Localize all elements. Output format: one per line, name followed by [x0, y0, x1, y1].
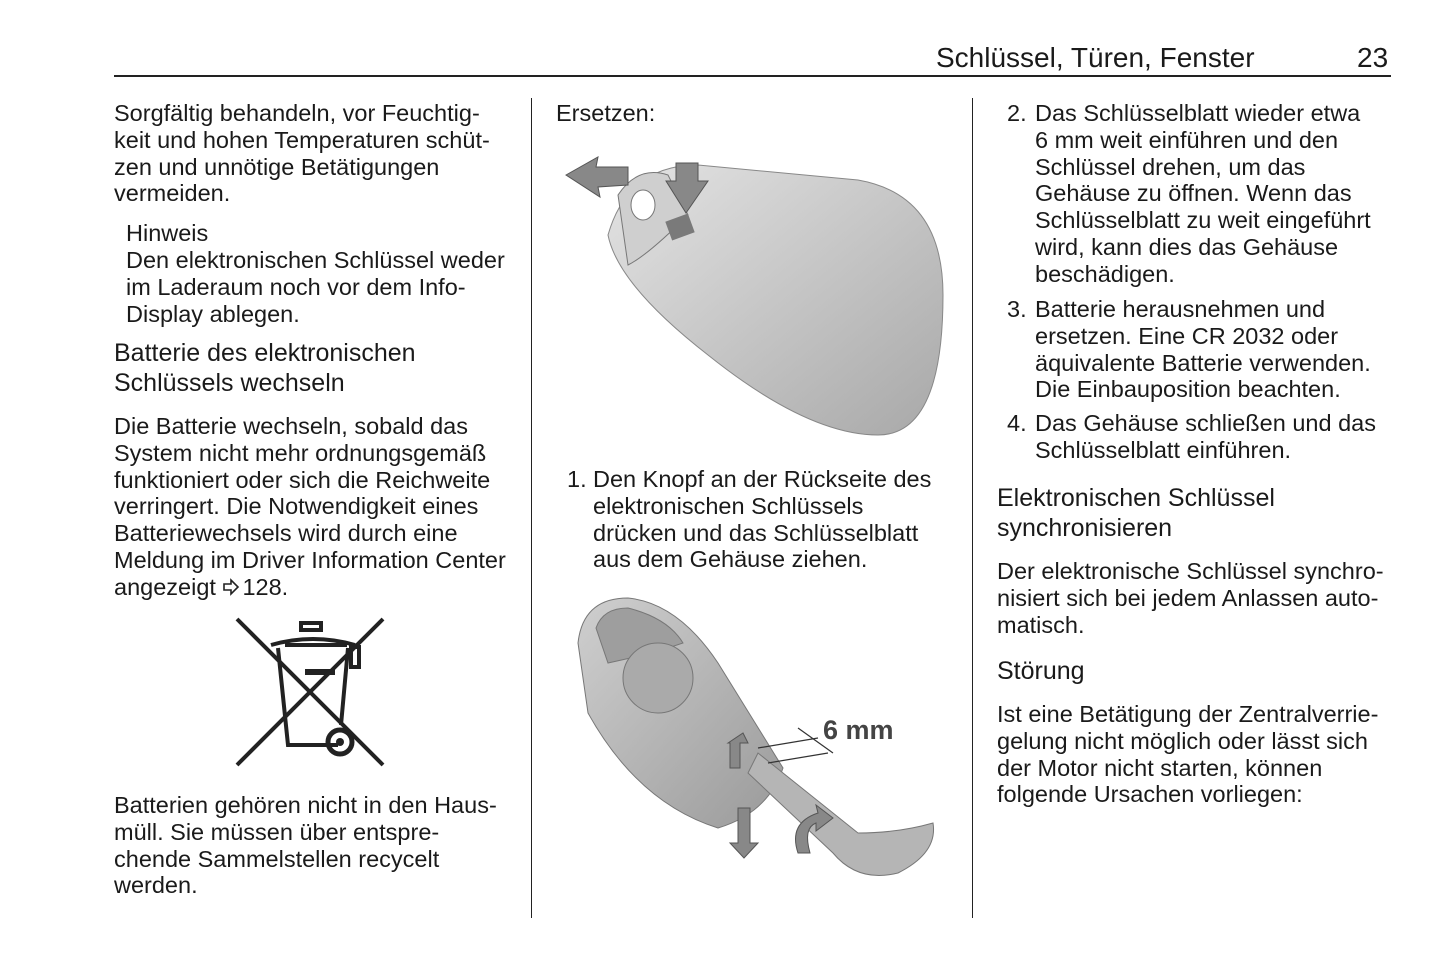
text-line: chende Sammelstellen recycelt: [114, 845, 440, 872]
text-line: Meldung im Driver Information Center: [114, 546, 506, 573]
text-line: ersetzen. Eine CR 2032 oder: [1035, 322, 1339, 349]
page-header-title: Schlüssel, Türen, Fenster: [936, 42, 1255, 73]
section-heading-battery: [114, 339, 416, 398]
key-blade-removal-illustration: [558, 135, 950, 445]
step-text: [1035, 100, 1371, 288]
text-line: Den Knopf an der Rückseite des: [593, 466, 932, 492]
step-number: 1.: [567, 466, 587, 492]
text-line: aus dem Gehäuse ziehen.: [593, 546, 868, 573]
text-line: Schlüsselblatt zu weit eingeführt: [1035, 207, 1371, 234]
text-line: Die Batterie wechseln, sobald das: [114, 413, 469, 439]
text-line: äquivalente Batterie verwenden.: [1035, 349, 1371, 376]
text-line: zen und unnötige Betätigungen: [114, 153, 440, 180]
text-line: Gehäuse zu öffnen. Wenn das: [1035, 180, 1352, 207]
text-line: gelung nicht möglich oder lässt sich: [997, 727, 1368, 754]
text-line: Den elektronischen Schlüssel weder: [126, 247, 505, 273]
note-title: Hinweis: [126, 220, 209, 246]
step-number: 3.: [1007, 296, 1027, 322]
crossed-out-wheelie-bin-icon: [233, 615, 388, 770]
key-blade-insertion-illustration: [558, 583, 950, 897]
text-line: Batterie herausnehmen und: [1035, 296, 1326, 322]
text-line: vermeiden.: [114, 180, 231, 207]
text-line: elektronischen Schlüssels: [593, 492, 864, 519]
note-text: [126, 247, 505, 327]
section-heading-sync: [997, 484, 1275, 543]
step-text: [1035, 410, 1376, 464]
text-line: Elektronischen Schlüssel: [997, 484, 1275, 512]
text-line: der Motor nicht starten, können: [997, 754, 1323, 781]
replace-label: Ersetzen:: [556, 100, 656, 126]
six-mm-label: 6 mm: [823, 715, 894, 745]
text-line: 6 mm weit einführen und den: [1035, 126, 1339, 153]
battery-paragraph-last-line: [114, 574, 288, 603]
text-line: synchronisieren: [997, 513, 1173, 542]
disposal-paragraph: [114, 792, 497, 899]
section-heading-fault: Störung: [997, 657, 1085, 685]
header-rule: [114, 75, 1391, 77]
text-line: Die Einbauposition beachten.: [1035, 376, 1341, 403]
text-line: wird, kann dies das Gehäuse: [1035, 233, 1339, 260]
text-line: funktioniert oder sich die Reichweite: [114, 466, 491, 493]
text-line: Display ablegen.: [126, 300, 300, 327]
text-line: System nicht mehr ordnungsgemäß: [114, 439, 487, 466]
text-line: Das Schlüsselblatt wieder etwa: [1035, 100, 1361, 126]
text-line: nisiert sich bei jedem Anlassen auto-: [997, 584, 1379, 611]
step-text: [593, 466, 931, 573]
battery-paragraph: [114, 413, 506, 574]
page-number: 23: [1357, 42, 1389, 73]
text-line: Schlüsselblatt einführen.: [1035, 436, 1292, 463]
text-line: beschädigen.: [1035, 260, 1175, 287]
last-line-text: angezeigt: [114, 574, 223, 600]
text-line: Das Gehäuse schließen und das: [1035, 410, 1376, 436]
text-line: folgende Ursachen vorliegen:: [997, 781, 1303, 808]
step-number: 4.: [1007, 410, 1027, 436]
text-line: drücken und das Schlüsselblatt: [593, 519, 919, 546]
text-line: Batterie des elektronischen: [114, 339, 416, 367]
step-number: 2.: [1007, 100, 1027, 126]
text-line: matisch.: [997, 611, 1085, 638]
text-line: verringert. Die Notwendigkeit eines: [114, 493, 479, 520]
step-text: [1035, 296, 1371, 403]
sync-paragraph: [997, 558, 1384, 638]
text-line: Schlüssels wechseln: [114, 368, 345, 397]
text-line: müll. Sie müssen über entspre-: [114, 818, 440, 845]
care-paragraph: [114, 100, 490, 207]
fault-paragraph: [997, 701, 1378, 808]
column-divider: [531, 98, 532, 918]
text-line: Batterien gehören nicht in den Haus-: [114, 792, 497, 818]
text-line: keit und hohen Temperaturen schüt-: [114, 126, 490, 153]
text-line: Sorgfältig behandeln, vor Feuchtig-: [114, 100, 480, 126]
page-reference-link[interactable]: 128.: [242, 574, 289, 600]
text-line: Der elektronische Schlüssel synchro-: [997, 558, 1384, 584]
cross-reference-arrow-icon[interactable]: [222, 576, 242, 603]
text-line: Ist eine Betätigung der Zentralverrie-: [997, 701, 1379, 727]
column-divider: [972, 98, 973, 918]
text-line: im Laderaum noch vor dem Info-: [126, 273, 466, 300]
text-line: Batteriewechsels wird durch eine: [114, 520, 458, 547]
text-line: werden.: [114, 872, 198, 899]
text-line: Schlüssel drehen, um das: [1035, 153, 1306, 180]
